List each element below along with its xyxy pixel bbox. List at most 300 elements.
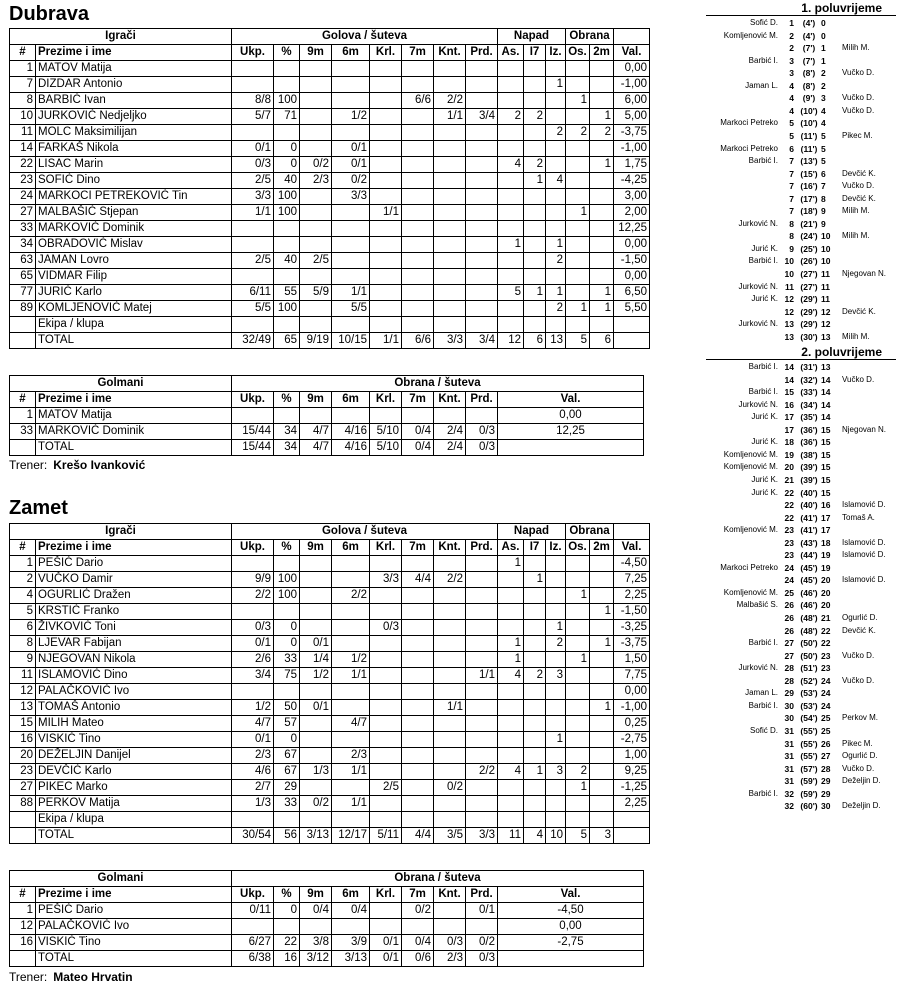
column-header: 2m (590, 540, 614, 556)
stat-cell: 2/7 (232, 780, 274, 796)
stat-cell (466, 285, 498, 301)
stat-cell (300, 556, 332, 572)
bench-label: Ekipa / klupa (36, 812, 232, 828)
total-cell: 12/17 (332, 828, 370, 844)
stat-cell: -1,00 (614, 77, 650, 93)
table-row (10, 604, 650, 620)
home-score: 1 (789, 18, 794, 28)
stat-cell: 1 (566, 93, 590, 109)
minute: (50') (800, 650, 818, 661)
stat-cell (524, 684, 546, 700)
stat-cell (332, 408, 370, 424)
stat-cell: 6,00 (614, 93, 650, 109)
timeline-event (700, 675, 900, 688)
player-number: 9 (10, 652, 36, 668)
stat-cell: 0/1 (232, 141, 274, 157)
stat-cell (274, 237, 300, 253)
stat-cell (566, 109, 590, 125)
stat-cell (466, 572, 498, 588)
player-name: OGURLIĆ Dražen (36, 588, 232, 604)
minute: (54') (800, 713, 818, 724)
stat-cell (274, 919, 300, 935)
stat-cell (402, 301, 434, 317)
minute: (50') (800, 638, 818, 649)
stat-cell: 1,50 (614, 652, 650, 668)
stat-cell (434, 604, 466, 620)
player-number: 11 (10, 125, 36, 141)
empty-cell (402, 317, 434, 333)
timeline-event (700, 67, 900, 80)
player-name: JURKOVIĆ Nedjeljko (36, 109, 232, 125)
stat-cell (590, 269, 614, 285)
away-scorer: Perkov M. (842, 713, 879, 723)
stat-cell (332, 77, 370, 93)
minute: (46') (800, 600, 818, 611)
stat-cell (434, 237, 466, 253)
column-header: Os. (566, 45, 590, 61)
away-scorer: Pikec M. (842, 738, 873, 748)
stat-cell (546, 93, 566, 109)
timeline-event (700, 374, 900, 387)
stat-cell (546, 157, 566, 173)
stat-cell: 100 (274, 588, 300, 604)
home-scorer: Jurić K. (751, 437, 778, 447)
stat-cell: 0/2 (466, 935, 498, 951)
stat-cell: 7,25 (614, 572, 650, 588)
timeline-event (700, 725, 900, 738)
stat-cell (498, 732, 524, 748)
stat-cell (434, 125, 466, 141)
player-number: 12 (10, 684, 36, 700)
timeline-event (700, 587, 900, 600)
stat-cell (466, 748, 498, 764)
stat-cell: 4/16 (332, 424, 370, 440)
stat-cell (370, 93, 402, 109)
column-header: Knt. (434, 45, 466, 61)
total-cell: 2/3 (434, 951, 466, 967)
stat-cell (590, 796, 614, 812)
empty-cell (10, 317, 36, 333)
table-row (10, 620, 650, 636)
stat-cell (370, 221, 402, 237)
away-scorer: Vučko D. (842, 650, 875, 660)
empty-header-cell (614, 524, 650, 540)
player-number: 1 (10, 556, 36, 572)
timeline-event (700, 399, 900, 412)
away-score: 15 (821, 424, 831, 435)
player-number: 11 (10, 668, 36, 684)
stat-cell: -3,25 (614, 620, 650, 636)
table-row (10, 157, 650, 173)
total-cell: 5 (566, 333, 590, 349)
column-header: Iz. (546, 45, 566, 61)
away-scorer: Pikec M. (842, 130, 873, 140)
stat-cell (402, 141, 434, 157)
stat-cell (524, 700, 546, 716)
stat-cell: 2 (546, 301, 566, 317)
stat-cell (332, 253, 370, 269)
stat-cell: 6,50 (614, 285, 650, 301)
stat-cell (566, 173, 590, 189)
player-name: PALAČKOVIĆ Ivo (36, 684, 232, 700)
stat-cell (498, 141, 524, 157)
total-cell: 12 (498, 333, 524, 349)
away-score: 9 (821, 206, 826, 217)
away-score: 11 (821, 281, 830, 292)
away-scorer: Islamović D. (842, 500, 886, 510)
home-score: 11 (785, 281, 794, 292)
total-cell: 30/54 (232, 828, 274, 844)
stat-cell (566, 716, 590, 732)
total-cell: 16 (274, 951, 300, 967)
home-score: 18 (784, 437, 794, 448)
empty-cell (614, 317, 650, 333)
minute: (7') (802, 43, 816, 54)
away-score: 28 (821, 763, 831, 774)
table-row (10, 588, 650, 604)
column-header: Krl. (370, 540, 402, 556)
away-scorer: Ogurlić D. (842, 751, 878, 761)
total-cell (10, 440, 36, 456)
timeline-event (700, 487, 900, 500)
stat-cell (402, 269, 434, 285)
timeline-event (700, 30, 900, 43)
stat-cell (546, 684, 566, 700)
player-name: JAMAN Lovro (36, 253, 232, 269)
stat-cell: 1 (566, 780, 590, 796)
timeline-event (700, 411, 900, 424)
stat-cell: 100 (274, 189, 300, 205)
stat-cell (524, 237, 546, 253)
away-score: 24 (821, 700, 831, 711)
stat-cell (590, 684, 614, 700)
stat-cell (300, 716, 332, 732)
player-number: 22 (10, 157, 36, 173)
stat-cell: 2 (546, 253, 566, 269)
stat-cell (566, 668, 590, 684)
stat-cell (402, 796, 434, 812)
stat-cell (434, 205, 466, 221)
stat-cell (546, 221, 566, 237)
away-scorer: Islamović D. (842, 537, 886, 547)
minute: (52') (800, 675, 818, 686)
minute: (48') (800, 613, 818, 623)
column-header: Prd. (466, 540, 498, 556)
player-name: LJEVAR Fabijan (36, 636, 232, 652)
minute: (43') (800, 537, 818, 548)
timeline-event (700, 255, 900, 268)
stat-cell: -3,75 (614, 636, 650, 652)
stat-cell (402, 77, 434, 93)
away-score: 7 (821, 181, 826, 192)
stat-cell (434, 285, 466, 301)
stat-cell: 67 (274, 748, 300, 764)
stat-cell: 1/2 (332, 652, 370, 668)
column-header: 7m (402, 887, 434, 903)
goalkeepers-header: Golmani (10, 376, 232, 392)
stat-cell (466, 93, 498, 109)
away-score: 24 (821, 688, 831, 699)
players-table-dubrava (9, 28, 650, 349)
away-score: 15 (821, 474, 831, 485)
stat-cell (524, 269, 546, 285)
stat-cell (466, 408, 498, 424)
timeline-event (700, 205, 900, 218)
away-score: 6 (821, 168, 826, 179)
player-number: 8 (10, 636, 36, 652)
column-header: 6m (332, 887, 370, 903)
home-score: 4 (789, 105, 794, 116)
stat-cell (466, 173, 498, 189)
home-scorer: Barbić I. (748, 387, 778, 397)
stat-cell: 1 (566, 301, 590, 317)
minute: (4') (802, 18, 816, 28)
empty-cell (434, 812, 466, 828)
timeline-event (700, 738, 900, 751)
stat-cell (402, 748, 434, 764)
total-cell: 15/44 (232, 440, 274, 456)
player-name: KRSTIĆ Franko (36, 604, 232, 620)
minute: (60') (800, 801, 818, 812)
stat-cell (566, 61, 590, 77)
timeline-event (700, 499, 900, 512)
player-name: JURIĆ Karlo (36, 285, 232, 301)
stat-cell (498, 301, 524, 317)
minute: (55') (800, 751, 818, 762)
timeline-event (700, 625, 900, 638)
stat-cell: 100 (274, 572, 300, 588)
stat-cell (402, 157, 434, 173)
stat-cell (300, 269, 332, 285)
total-cell: 5 (566, 828, 590, 844)
stat-cell: 12,25 (498, 424, 644, 440)
stat-cell: 100 (274, 301, 300, 317)
timeline-event (700, 193, 900, 206)
stat-cell: 2/3 (232, 748, 274, 764)
coach-label: Trener: (9, 458, 48, 472)
empty-cell (370, 812, 402, 828)
goals-shots-header: Golova / šuteva (232, 524, 498, 540)
stat-cell: -4,50 (614, 556, 650, 572)
empty-header-cell (614, 29, 650, 45)
stat-cell: 1/3 (232, 796, 274, 812)
away-scorer: Vučko D. (842, 763, 875, 773)
stat-cell (232, 221, 274, 237)
home-scorer: Jurić K. (751, 487, 778, 497)
stat-cell: 12,25 (614, 221, 650, 237)
column-header: Prd. (466, 45, 498, 61)
minute: (57') (800, 763, 818, 774)
stat-cell: -2,75 (498, 935, 644, 951)
home-score: 31 (784, 776, 794, 787)
stat-cell (402, 636, 434, 652)
stat-cell (566, 636, 590, 652)
stat-cell (370, 237, 402, 253)
stat-cell: 1 (546, 620, 566, 636)
home-score: 32 (784, 801, 794, 812)
stat-cell (402, 684, 434, 700)
stat-cell (370, 109, 402, 125)
minute: (53') (800, 688, 818, 699)
table-row (10, 668, 650, 684)
timeline-event (700, 318, 900, 331)
stat-cell (402, 253, 434, 269)
home-score: 26 (784, 625, 794, 636)
table-row (10, 93, 650, 109)
player-name: DIZDAR Antonio (36, 77, 232, 93)
away-score: 19 (821, 562, 831, 573)
stat-cell: 5/9 (300, 285, 332, 301)
minute: (26') (800, 256, 818, 267)
empty-cell (498, 812, 524, 828)
stat-cell: 9/9 (232, 572, 274, 588)
stat-cell (466, 588, 498, 604)
stat-cell: 15/44 (232, 424, 274, 440)
empty-cell (10, 812, 36, 828)
stat-cell (466, 556, 498, 572)
home-score: 12 (784, 294, 794, 305)
minute: (35') (800, 412, 818, 423)
stat-cell: 2/2 (232, 588, 274, 604)
stat-cell: 3/4 (466, 109, 498, 125)
stat-cell (370, 636, 402, 652)
stat-cell: 0/3 (466, 424, 498, 440)
stat-cell (300, 684, 332, 700)
away-score: 3 (821, 93, 826, 104)
timeline-event (700, 574, 900, 587)
stat-cell (524, 189, 546, 205)
home-score: 31 (784, 738, 794, 749)
stat-cell (466, 205, 498, 221)
timeline-event (700, 243, 900, 256)
stat-cell: 7,75 (614, 668, 650, 684)
player-number: 63 (10, 253, 36, 269)
stat-cell (524, 253, 546, 269)
stat-cell: 1/2 (300, 668, 332, 684)
stat-cell (300, 141, 332, 157)
team-title-dubrava: Dubrava (9, 3, 90, 25)
stat-cell (232, 408, 274, 424)
column-header: Ukp. (232, 540, 274, 556)
away-score: 0 (821, 30, 826, 41)
timeline-event (700, 650, 900, 663)
home-score: 12 (784, 306, 794, 317)
stat-cell (498, 620, 524, 636)
stat-cell: 1/1 (332, 796, 370, 812)
stat-cell (524, 141, 546, 157)
away-score: 29 (821, 776, 831, 787)
away-scorer: Tomaš A. (842, 512, 875, 522)
empty-cell (566, 317, 590, 333)
stat-cell: 1/2 (332, 109, 370, 125)
stat-cell (402, 173, 434, 189)
player-number: 5 (10, 604, 36, 620)
home-score: 9 (789, 243, 794, 254)
player-number: 13 (10, 700, 36, 716)
empty-cell (274, 317, 300, 333)
stat-cell: 3/4 (232, 668, 274, 684)
stat-cell (370, 125, 402, 141)
player-name: MARKOCI PETREKOVIĆ Tin (36, 189, 232, 205)
stat-cell: -4,25 (614, 173, 650, 189)
minute: (39') (800, 462, 818, 473)
column-header: 9m (300, 392, 332, 408)
stat-cell (370, 253, 402, 269)
stat-cell (590, 652, 614, 668)
stat-cell: 2 (546, 636, 566, 652)
minute: (11') (800, 143, 818, 154)
stat-cell (466, 919, 498, 935)
empty-cell (300, 317, 332, 333)
stat-cell (466, 141, 498, 157)
total-cell: 13 (546, 333, 566, 349)
player-name: ŽIVKOVIĆ Toni (36, 620, 232, 636)
stat-cell (546, 780, 566, 796)
stat-cell: 0/1 (232, 636, 274, 652)
stat-cell: 0/4 (402, 424, 434, 440)
stat-cell (466, 189, 498, 205)
stat-cell: 2 (524, 157, 546, 173)
stat-cell (524, 205, 546, 221)
total-cell: 5/11 (370, 828, 402, 844)
home-score: 25 (784, 587, 794, 598)
stat-cell (332, 732, 370, 748)
minute: (41') (800, 512, 818, 523)
total-cell: 4/16 (332, 440, 370, 456)
player-number: 7 (10, 77, 36, 93)
stat-cell (232, 125, 274, 141)
stat-cell: 3/8 (300, 935, 332, 951)
table-row (10, 141, 650, 157)
stat-cell (524, 780, 546, 796)
home-scorer: Jaman L. (745, 688, 778, 698)
away-score: 30 (821, 801, 831, 812)
stat-cell: 0 (274, 620, 300, 636)
stat-cell (590, 77, 614, 93)
stat-cell (498, 604, 524, 620)
table-row (10, 796, 650, 812)
stat-cell (300, 588, 332, 604)
timeline-event (700, 218, 900, 231)
stat-cell (232, 237, 274, 253)
stat-cell (524, 748, 546, 764)
stat-cell (566, 684, 590, 700)
column-header: 9m (300, 540, 332, 556)
stat-cell (370, 588, 402, 604)
minute: (29') (800, 306, 818, 317)
stat-cell (370, 919, 402, 935)
away-score: 20 (821, 575, 831, 586)
away-score: 10 (821, 256, 831, 267)
home-scorer: Jaman L. (745, 80, 778, 90)
minute: (53') (800, 700, 818, 711)
column-header: Prezime i ime (36, 392, 232, 408)
stat-cell (498, 253, 524, 269)
empty-cell (300, 812, 332, 828)
attack-header: Napad (498, 29, 566, 45)
saves-shots-header: Obrana / šuteva (232, 376, 644, 392)
empty-cell (434, 317, 466, 333)
table-row (10, 109, 650, 125)
timeline-event (700, 537, 900, 550)
bench-row (10, 317, 650, 333)
away-scorer: Deželjin D. (842, 776, 881, 786)
minute: (39') (800, 474, 818, 485)
home-score: 32 (784, 788, 794, 799)
home-score: 30 (784, 713, 794, 724)
player-name: DEŽELJIN Danijel (36, 748, 232, 764)
table-row (10, 700, 650, 716)
